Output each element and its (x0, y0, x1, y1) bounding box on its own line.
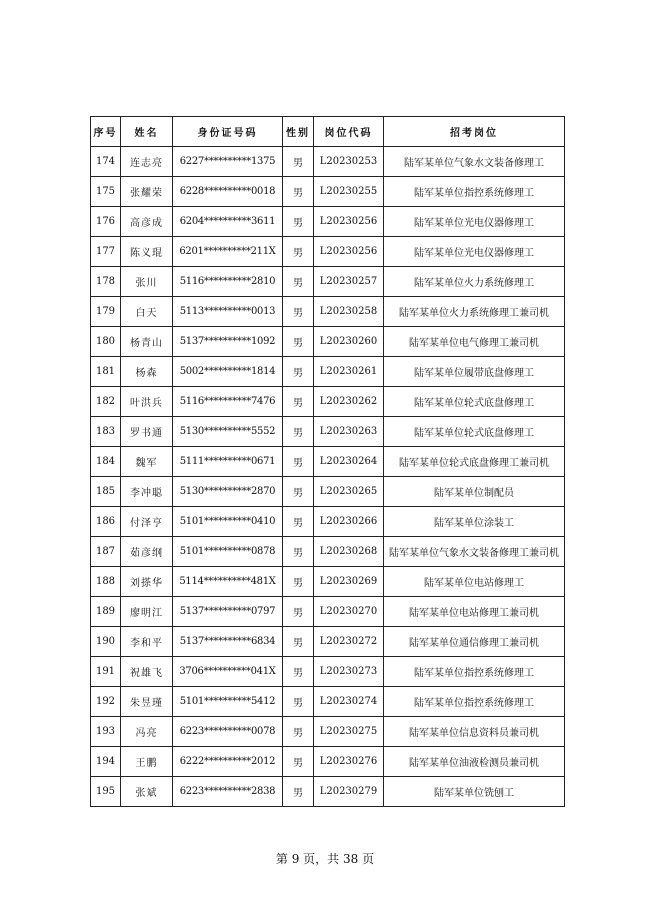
table-row (91, 567, 565, 597)
cell-id-number: 5113**********0013 (173, 297, 283, 327)
cell-id-number: 5002**********1814 (173, 357, 283, 387)
cell-gender: 男 (283, 177, 314, 207)
cell-position-code: L20230255 (314, 177, 384, 207)
cell-id-number: 6228**********0018 (173, 177, 283, 207)
cell-gender: 男 (283, 327, 314, 357)
cell-position-code: L20230256 (314, 207, 384, 237)
cell-id-number: 6204**********3611 (173, 207, 283, 237)
cell-position: 陆军某单位气象水文装备修理工兼司机 (384, 537, 565, 567)
table-body (91, 147, 565, 807)
table-row (91, 387, 565, 417)
cell-id-number: 6223**********2838 (173, 777, 283, 807)
table-row (91, 357, 565, 387)
page-number: 第 9 页，共 38 页 (275, 852, 375, 866)
cell-position-code: L20230257 (314, 267, 384, 297)
table-row (91, 177, 565, 207)
cell-gender: 男 (283, 237, 314, 267)
table-row (91, 327, 565, 357)
cell-name: 张川 (121, 267, 173, 297)
table-row (91, 537, 565, 567)
cell-index: 192 (91, 687, 121, 717)
cell-index: 185 (91, 477, 121, 507)
cell-name: 陈义琨 (121, 237, 173, 267)
cell-position: 陆军某单位油液检测员兼司机 (384, 747, 565, 777)
table-row (91, 627, 565, 657)
cell-id-number: 5116**********7476 (173, 387, 283, 417)
cell-name: 叶洪兵 (121, 387, 173, 417)
cell-index: 195 (91, 777, 121, 807)
cell-position-code: L20230264 (314, 447, 384, 477)
cell-name: 付泽亨 (121, 507, 173, 537)
table-row (91, 447, 565, 477)
cell-position-code: L20230253 (314, 147, 384, 177)
cell-gender: 男 (283, 717, 314, 747)
cell-gender: 男 (283, 207, 314, 237)
cell-position: 陆军某单位电站修理工兼司机 (384, 597, 565, 627)
cell-position-code: L20230269 (314, 567, 384, 597)
cell-position-code: L20230256 (314, 237, 384, 267)
cell-name: 杨青山 (121, 327, 173, 357)
cell-position: 陆军某单位指控系统修理工 (384, 657, 565, 687)
cell-name: 祝雄飞 (121, 657, 173, 687)
header-position-code: 岗位代码 (314, 117, 384, 147)
cell-index: 191 (91, 657, 121, 687)
cell-position: 陆军某单位火力系统修理工 (384, 267, 565, 297)
candidate-table (90, 116, 565, 807)
table-row (91, 687, 565, 717)
cell-position-code: L20230263 (314, 417, 384, 447)
cell-index: 175 (91, 177, 121, 207)
cell-id-number: 5137**********0797 (173, 597, 283, 627)
cell-position-code: L20230273 (314, 657, 384, 687)
cell-position: 陆军某单位铣刨工 (384, 777, 565, 807)
cell-index: 182 (91, 387, 121, 417)
table-header-row (91, 117, 565, 147)
cell-name: 刘搽华 (121, 567, 173, 597)
cell-gender: 男 (283, 657, 314, 687)
cell-id-number: 5130**********5552 (173, 417, 283, 447)
cell-name: 廖明江 (121, 597, 173, 627)
cell-index: 177 (91, 237, 121, 267)
table-row (91, 207, 565, 237)
cell-id-number: 5137**********1092 (173, 327, 283, 357)
cell-gender: 男 (283, 477, 314, 507)
cell-index: 194 (91, 747, 121, 777)
cell-index: 184 (91, 447, 121, 477)
cell-index: 183 (91, 417, 121, 447)
cell-position-code: L20230262 (314, 387, 384, 417)
cell-index: 174 (91, 147, 121, 177)
cell-position-code: L20230265 (314, 477, 384, 507)
cell-name: 张斌 (121, 777, 173, 807)
cell-index: 178 (91, 267, 121, 297)
table-row (91, 237, 565, 267)
cell-index: 186 (91, 507, 121, 537)
cell-id-number: 5111**********0671 (173, 447, 283, 477)
cell-position-code: L20230266 (314, 507, 384, 537)
header-position: 招考岗位 (384, 117, 565, 147)
cell-name: 高彦成 (121, 207, 173, 237)
header-name: 姓名 (121, 117, 173, 147)
cell-id-number: 6222**********2012 (173, 747, 283, 777)
cell-id-number: 6227**********1375 (173, 147, 283, 177)
cell-index: 188 (91, 567, 121, 597)
cell-position: 陆军某单位轮式底盘修理工 (384, 387, 565, 417)
cell-gender: 男 (283, 507, 314, 537)
table-row (91, 747, 565, 777)
cell-position-code: L20230275 (314, 717, 384, 747)
cell-name: 杨森 (121, 357, 173, 387)
cell-position-code: L20230258 (314, 297, 384, 327)
cell-position: 陆军某单位信息资料员兼司机 (384, 717, 565, 747)
cell-position-code: L20230260 (314, 327, 384, 357)
cell-position: 陆军某单位电气修理工兼司机 (384, 327, 565, 357)
cell-gender: 男 (283, 297, 314, 327)
table-row (91, 597, 565, 627)
cell-name: 白天 (121, 297, 173, 327)
cell-id-number: 6201**********211X (173, 237, 283, 267)
cell-name: 连志亮 (121, 147, 173, 177)
cell-position: 陆军某单位履带底盘修理工 (384, 357, 565, 387)
cell-index: 181 (91, 357, 121, 387)
cell-gender: 男 (283, 627, 314, 657)
cell-gender: 男 (283, 447, 314, 477)
cell-index: 189 (91, 597, 121, 627)
cell-position-code: L20230274 (314, 687, 384, 717)
cell-id-number: 5114**********481X (173, 567, 283, 597)
header-gender: 性别 (283, 117, 314, 147)
table-row (91, 717, 565, 747)
cell-position: 陆军某单位光电仪器修理工 (384, 207, 565, 237)
cell-position: 陆军某单位指控系统修理工 (384, 687, 565, 717)
cell-gender: 男 (283, 147, 314, 177)
cell-position: 陆军某单位制配员 (384, 477, 565, 507)
cell-id-number: 5130**********2870 (173, 477, 283, 507)
cell-position-code: L20230270 (314, 597, 384, 627)
cell-id-number: 3706**********041X (173, 657, 283, 687)
cell-gender: 男 (283, 567, 314, 597)
cell-name: 张耀荣 (121, 177, 173, 207)
cell-position: 陆军某单位指控系统修理工 (384, 177, 565, 207)
cell-gender: 男 (283, 747, 314, 777)
cell-gender: 男 (283, 267, 314, 297)
cell-position-code: L20230276 (314, 747, 384, 777)
cell-gender: 男 (283, 357, 314, 387)
cell-name: 罗书通 (121, 417, 173, 447)
cell-name: 朱昱瑾 (121, 687, 173, 717)
cell-index: 187 (91, 537, 121, 567)
cell-position-code: L20230279 (314, 777, 384, 807)
cell-position-code: L20230268 (314, 537, 384, 567)
cell-gender: 男 (283, 387, 314, 417)
cell-id-number: 5101**********0410 (173, 507, 283, 537)
header-index: 序号 (91, 117, 121, 147)
cell-id-number: 5116**********2810 (173, 267, 283, 297)
header-id-number: 身份证号码 (173, 117, 283, 147)
cell-id-number: 6223**********0078 (173, 717, 283, 747)
cell-position: 陆军某单位光电仪器修理工 (384, 237, 565, 267)
cell-id-number: 5101**********0878 (173, 537, 283, 567)
cell-position: 陆军某单位电站修理工 (384, 567, 565, 597)
cell-position-code: L20230272 (314, 627, 384, 657)
table-row (91, 477, 565, 507)
cell-name: 王鹏 (121, 747, 173, 777)
table-row (91, 417, 565, 447)
cell-position: 陆军某单位火力系统修理工兼司机 (384, 297, 565, 327)
cell-gender: 男 (283, 417, 314, 447)
cell-gender: 男 (283, 597, 314, 627)
cell-name: 茹彦纲 (121, 537, 173, 567)
cell-index: 180 (91, 327, 121, 357)
cell-id-number: 5101**********5412 (173, 687, 283, 717)
table-row (91, 147, 565, 177)
table-row (91, 507, 565, 537)
table-row (91, 267, 565, 297)
cell-index: 179 (91, 297, 121, 327)
cell-position-code: L20230261 (314, 357, 384, 387)
cell-position: 陆军某单位通信修理工兼司机 (384, 627, 565, 657)
cell-index: 190 (91, 627, 121, 657)
cell-position: 陆军某单位气象水文装备修理工 (384, 147, 565, 177)
cell-name: 冯亮 (121, 717, 173, 747)
cell-gender: 男 (283, 687, 314, 717)
table-row (91, 657, 565, 687)
cell-name: 李冲聪 (121, 477, 173, 507)
cell-index: 176 (91, 207, 121, 237)
table-row (91, 777, 565, 807)
cell-name: 李和平 (121, 627, 173, 657)
cell-position: 陆军某单位轮式底盘修理工兼司机 (384, 447, 565, 477)
cell-gender: 男 (283, 777, 314, 807)
cell-id-number: 5137**********6834 (173, 627, 283, 657)
table-row (91, 297, 565, 327)
cell-name: 魏军 (121, 447, 173, 477)
cell-position: 陆军某单位涂装工 (384, 507, 565, 537)
cell-index: 193 (91, 717, 121, 747)
cell-gender: 男 (283, 537, 314, 567)
cell-position: 陆军某单位轮式底盘修理工 (384, 417, 565, 447)
